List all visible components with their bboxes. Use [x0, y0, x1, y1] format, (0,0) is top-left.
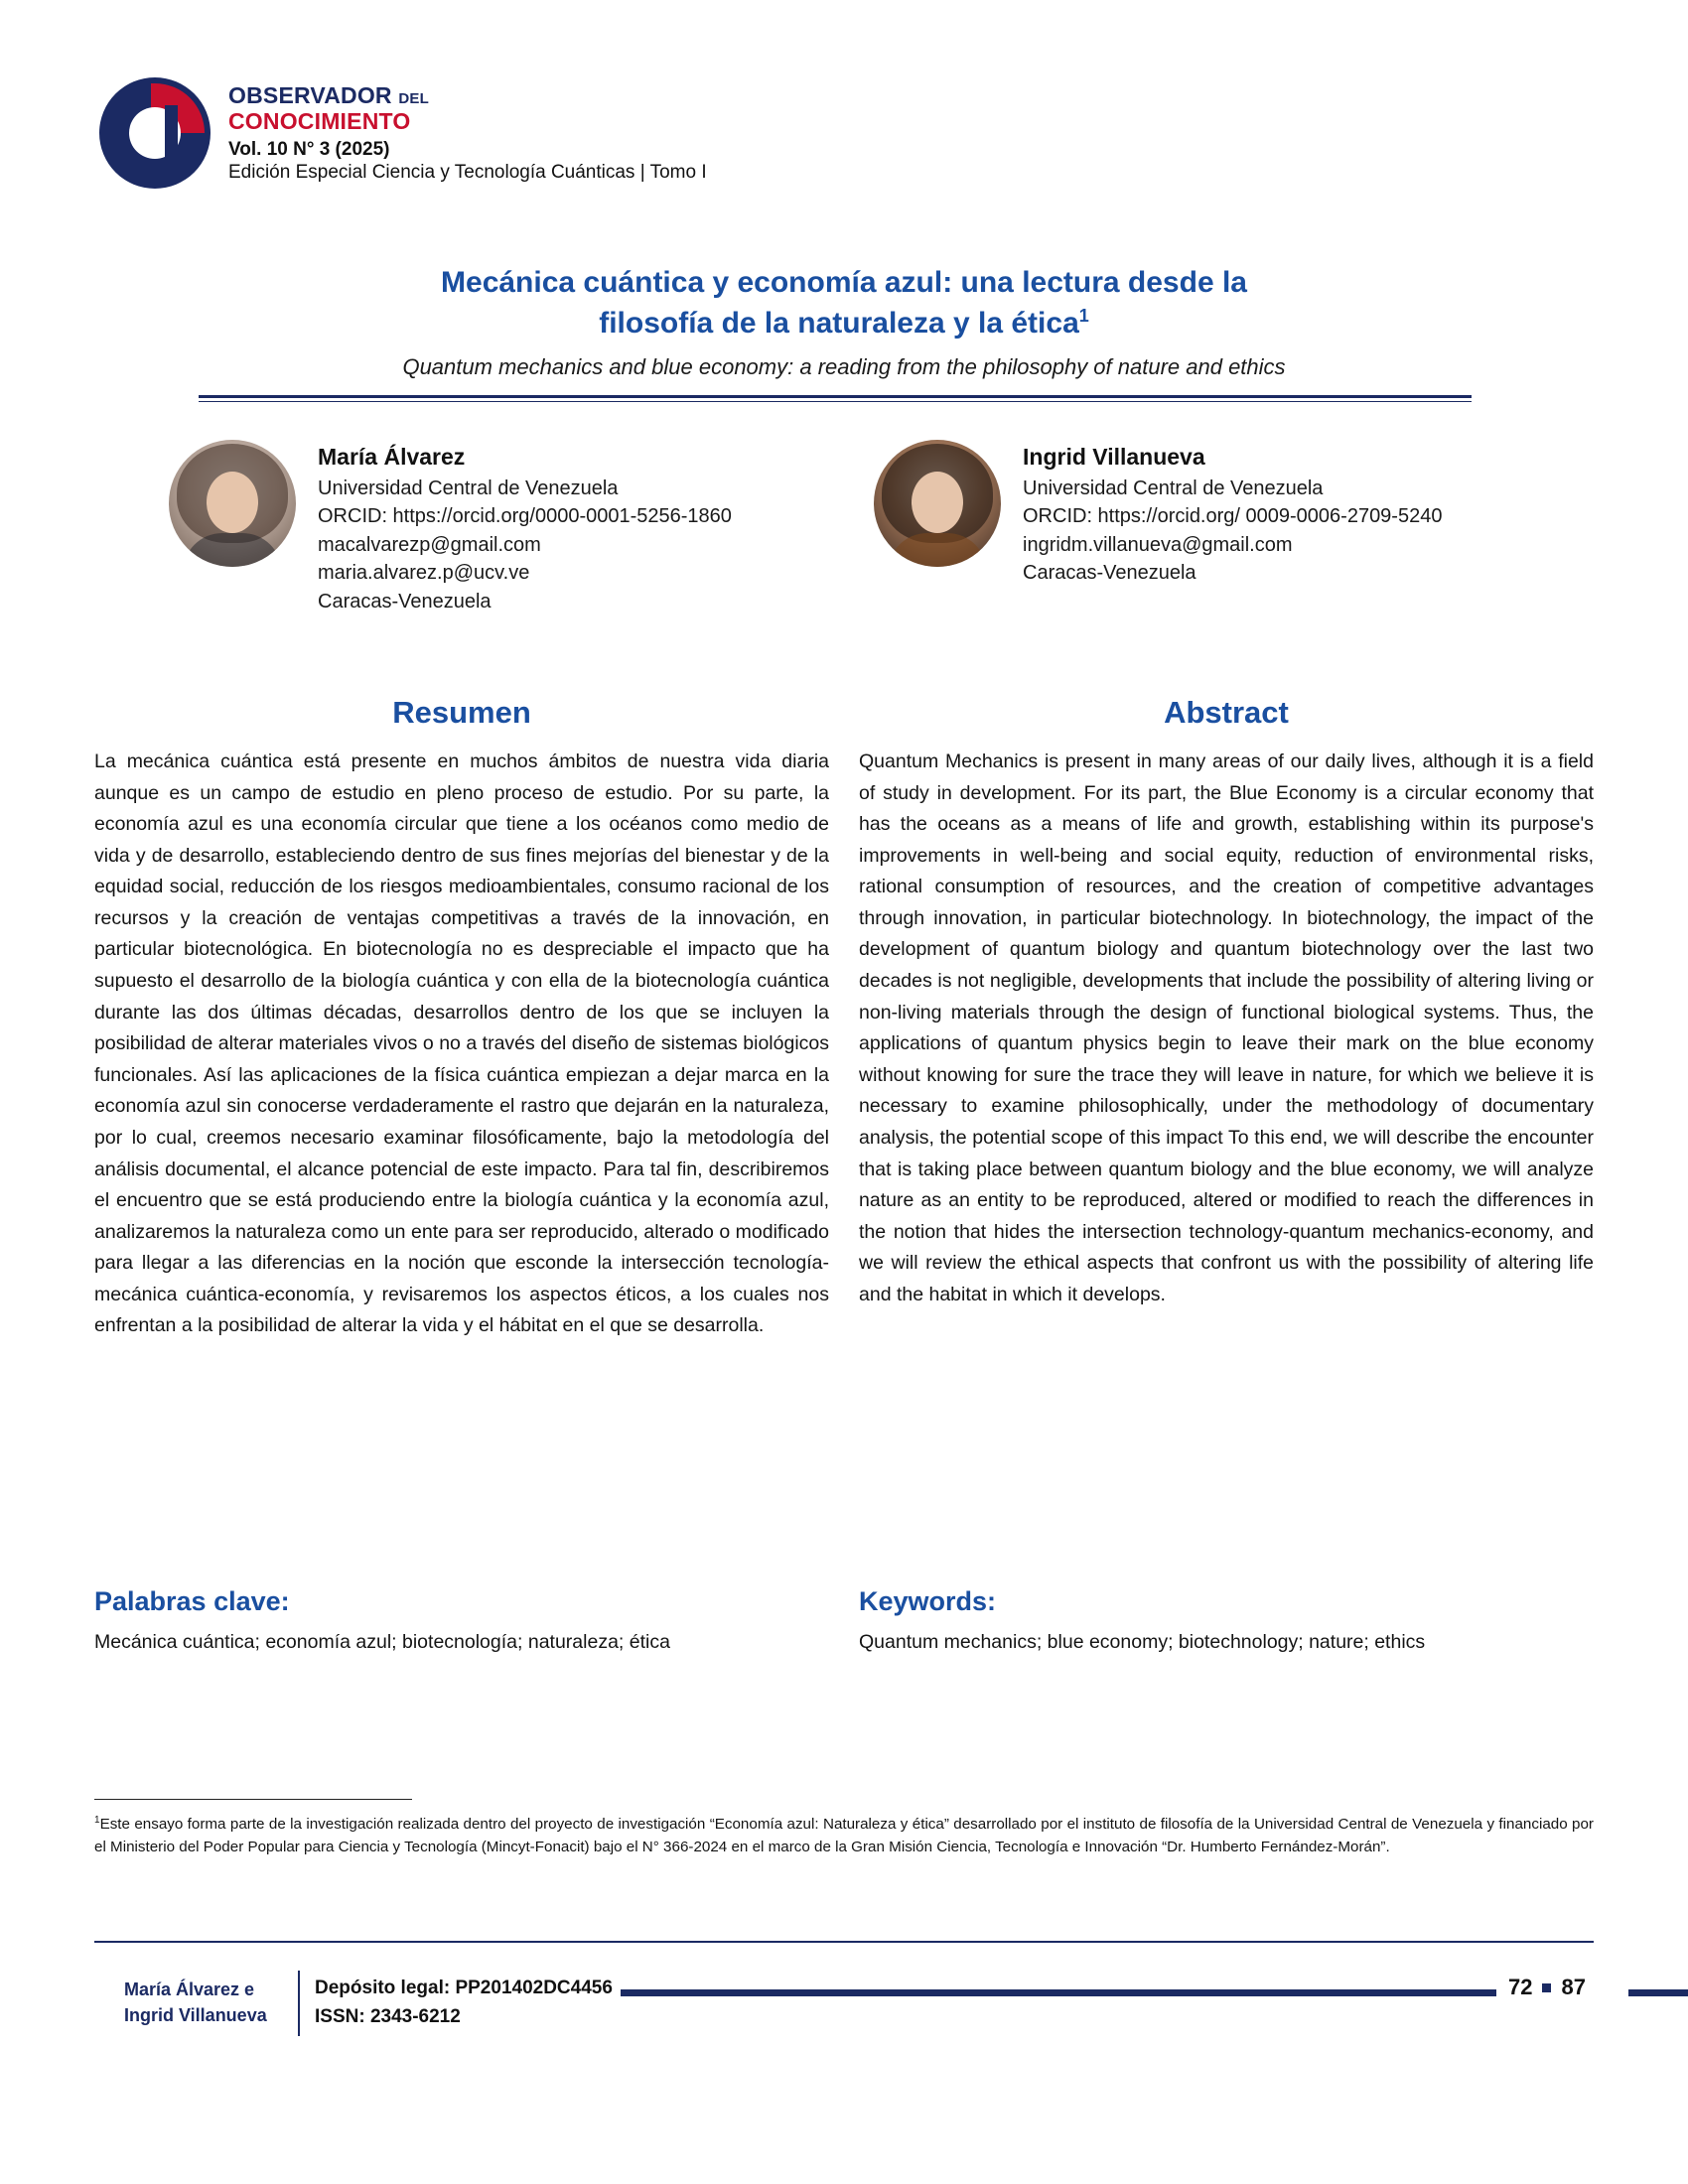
footnote-marker: 1: [94, 1815, 100, 1826]
keywords-english: [859, 1586, 1594, 1658]
avatar: [169, 440, 296, 567]
title-spanish-line1: Mecánica cuántica y economía azul: una lectura desde la: [441, 266, 1247, 299]
title-english: Quantum mechanics and blue economy: a reading from the philosophy of nature and ethics: [402, 354, 1286, 379]
footer-page-start: 72: [1508, 1975, 1533, 1999]
footer-legal: [315, 1975, 613, 2031]
abstract-columns: [94, 695, 1594, 1342]
journal-name-line1: [228, 83, 707, 109]
footer-issn: ISSN: 2343-6212: [315, 2005, 461, 2027]
footer-rule-long: [621, 1989, 1496, 1996]
journal-logo-icon: [99, 77, 211, 189]
author-email-secondary[interactable]: maria.alvarez.p@ucv.ve: [318, 562, 530, 585]
journal-name-del: DEL: [398, 90, 429, 107]
author-info: [318, 440, 732, 615]
journal-edition: Edición Especial Ciencia y Tecnología Cuánticas | Tomo I: [228, 162, 707, 184]
journal-volume: Vol. 10 N° 3 (2025): [228, 138, 390, 160]
footnote-divider: [94, 1799, 412, 1800]
abstract-text: Quantum Mechanics is present in many areas of our daily lives, although it is a field of study in development. For its part, the Blue Economy is a circular economy that has the oceans as a means of life and growth, establishing within its purpose's improvements in well-being and social equity, reduction of environmental risks, rational consumption of resources, and the creation of competitive advantages through innovation, in particular biotechnology. In biotechnology, the impact of the development of quantum biology and quantum biotechnology over the last two decades is not negligible, developments that include the possibility of altering living or non-living materials through the design of functional biological systems. Thus, the applications of quantum physics begin to leave their mark on the blue economy without knowing for sure the trace they will leave in nature, for which we believe it is necessary to examine philosophically, under the methodology of documentary analysis, the potential scope of this impact To this end, we will describe the encounter that is taking place between quantum biology and the blue economy, we will analyze nature as an entity to be reproduced, altered or modified to reach the differences in the notion that hides the intersection technology-quantum mechanics-economy, and we will review the ethical aspects that confront us with the possibility of altering life and the habitat in which it develops.: [859, 751, 1594, 1305]
keywords-spanish: [94, 1586, 829, 1658]
title-divider: [199, 395, 1472, 402]
footer-author-line2: Ingrid Villanueva: [124, 2005, 267, 2026]
keywords-english-text: Quantum mechanics; blue economy; biotechnology; nature; ethics: [859, 1631, 1426, 1653]
footer-deposito: Depósito legal: PP201402DC4456: [315, 1978, 613, 1998]
keywords-english-heading: Keywords:: [859, 1586, 997, 1616]
footer-vertical-rule: [298, 1971, 300, 2036]
journal-name-conocimiento: CONOCIMIENTO: [228, 107, 411, 134]
square-bullet-icon: [1542, 1983, 1551, 1992]
resumen-column: [94, 695, 829, 1342]
title-spanish: [199, 263, 1489, 343]
avatar: [874, 440, 1001, 567]
author-email-primary[interactable]: ingridm.villanueva@gmail.com: [1023, 533, 1293, 556]
author-email-primary[interactable]: macalvarezp@gmail.com: [318, 533, 541, 556]
author-info: [1023, 440, 1442, 588]
keywords-block: [94, 1586, 1594, 1658]
masthead: [99, 77, 707, 189]
footer-page-end: 87: [1561, 1975, 1586, 1999]
footer-rule-short: [1628, 1989, 1688, 1996]
keywords-spanish-heading: Palabras clave:: [94, 1586, 290, 1616]
title-footnote-marker: 1: [1078, 305, 1089, 326]
author-entry: [169, 440, 834, 615]
footer-divider: [94, 1941, 1594, 1943]
author-affiliation: Universidad Central de Venezuela: [1023, 478, 1324, 499]
footer-author-line1: María Álvarez e: [124, 1979, 255, 1999]
footnote: [94, 1813, 1594, 1859]
resumen-text: La mecánica cuántica está presente en muchos ámbitos de nuestra vida diaria aunque es un campo de estudio en pleno proceso de estudio. Por su parte, la economía azul es una economía circular que tiene a los océanos como medio de vida y de desarrollo, estableciendo dentro de sus fines mejorías del bienestar y de la equidad social, reducción de los riesgos medioambientales, consumo racional de los recursos y la creación de ventajas competitivas a través de la innovación, en particular biotecnológica. En biotecnología no es despreciable el impacto que ha supuesto el desarrollo de la biología cuántica y con ella de la biotecnología cuántica durante las dos últimas décadas, desarrollos dentro de los que se incluyen la posibilidad de alterar materiales vivos o no a través del diseño de sistemas biológicos funcionales. Así las aplicaciones de la física cuántica empiezan a dejar marca en la economía azul sin conocerse verdaderamente el rastro que dejarán en la naturaleza, por lo cual, creemos necesario examinar filosóficamente, bajo la metodología del análisis documental, el alcance potencial de este impacto. Para tal fin, describiremos el encuentro que se está produciendo entre la biología cuántica y la economía azul, analizaremos la naturaleza como un ente para ser reproducido, alterado o modificado para llegar a las diferencias en la noción que esconde la intersección tecnología-mecánica cuántica-economía, y revisaremos los aspectos éticos, a los cuales nos enfrentan a la posibilidad de alterar la vida y el hábitat en el que se desarrolla.: [94, 751, 829, 1337]
author-name: María Álvarez: [318, 444, 466, 470]
author-block: [169, 440, 1539, 615]
journal-name-observador: OBSERVADOR: [228, 82, 392, 108]
keywords-spanish-text: Mecánica cuántica; economía azul; biotecnología; naturaleza; ética: [94, 1631, 670, 1653]
footer-author: [124, 1977, 267, 2028]
masthead-text: [228, 77, 707, 185]
author-affiliation: Universidad Central de Venezuela: [318, 478, 619, 499]
title-spanish-line2: filosofía de la naturaleza y la ética: [599, 306, 1079, 340]
author-orcid[interactable]: ORCID: https://orcid.org/ 0009-0006-2709-5240: [1023, 505, 1443, 528]
footnote-text: Este ensayo forma parte de la investigación realizada dentro del proyecto de investigación “Economía azul: Naturaleza y ética” desarrollado por el instituto de filosofía de la Universidad Central de Venezuela y financiado por el Ministerio del Poder Popular para Ciencia y Tecnología (Mincyt-Fonacit) bajo el N° 366-2024 en el marco de la Gran Misión Ciencia, Tecnología e Innovación “Dr. Humberto Fernández-Morán”.: [94, 1816, 1594, 1855]
author-location: Caracas-Venezuela: [318, 590, 492, 613]
resumen-heading: Resumen: [392, 695, 531, 730]
author-name: Ingrid Villanueva: [1023, 444, 1205, 470]
author-orcid[interactable]: ORCID: https://orcid.org/0000-0001-5256-1860: [318, 505, 732, 528]
page-title: [199, 263, 1489, 382]
page-footer: [94, 1971, 1594, 2050]
abstract-heading: Abstract: [1164, 695, 1289, 730]
author-location: Caracas-Venezuela: [1023, 562, 1196, 585]
author-entry: [874, 440, 1539, 615]
footer-page-range: [1508, 1975, 1586, 2000]
abstract-column: [859, 695, 1594, 1342]
